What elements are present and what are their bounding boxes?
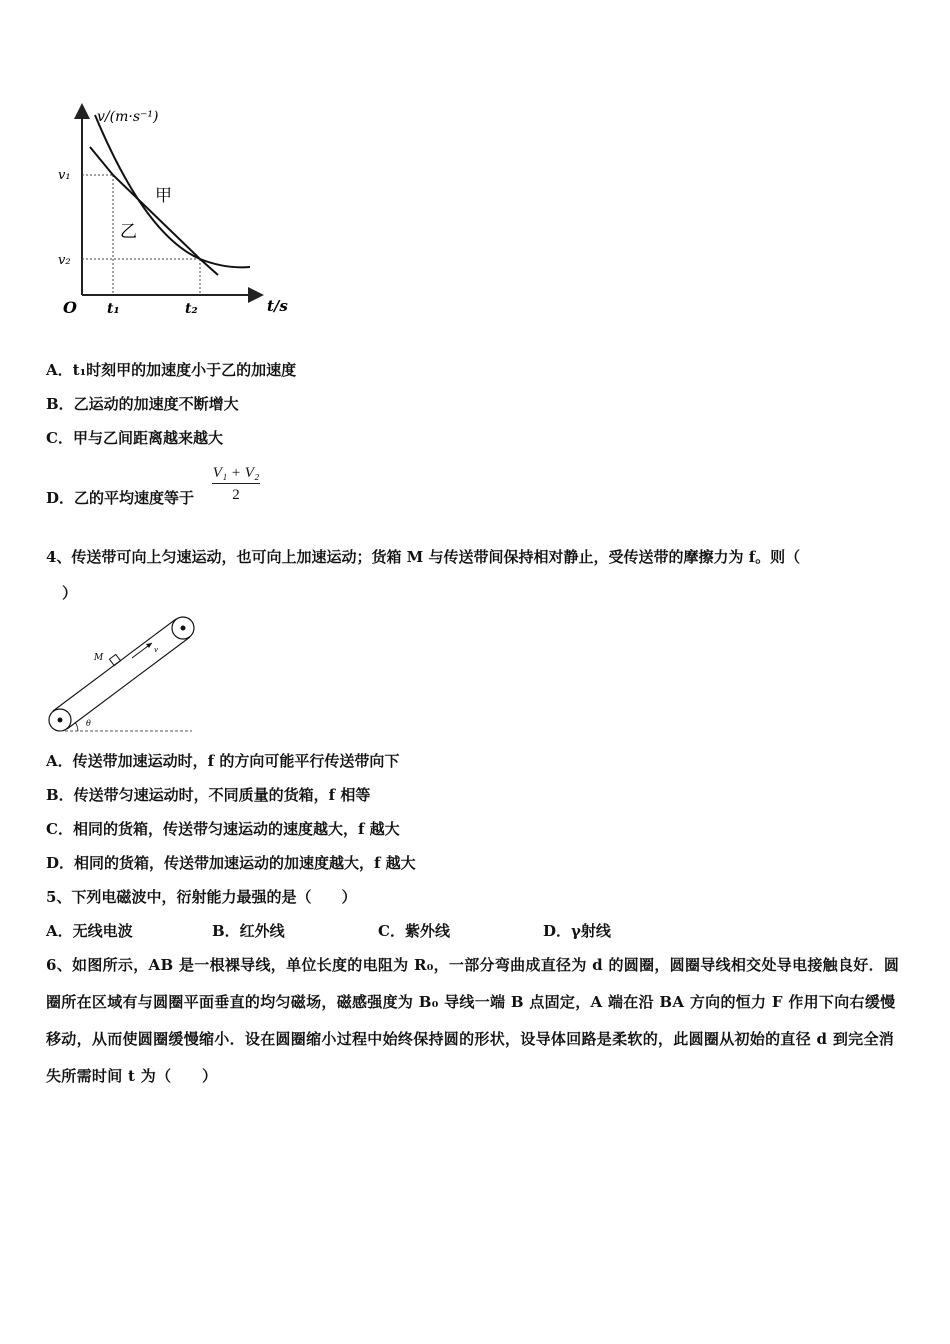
- q5-option-d: D．γ射线: [543, 922, 611, 940]
- box-m: [109, 654, 120, 665]
- velocity-time-graph: [55, 95, 305, 325]
- q4-option-b: B．传送带匀速运动时，不同质量的货箱，f 相等: [46, 786, 371, 804]
- q4-option-d: D．相同的货箱，传送带加速运动的加速度越大，f 越大: [46, 854, 416, 872]
- q4-option-c: C．相同的货箱，传送带匀速运动的速度越大，f 越大: [46, 820, 400, 838]
- q6-stem: 6、如图所示，AB 是一根裸导线，单位长度的电阻为 R₀，一部分弯曲成直径为 d 的圆圈，圆圈导线相交处导电接触良好．圆圈所在区域有与圆圈平面垂直的均匀磁场，磁感强度为 B₀ 导线一端 B 点固定，A 端在沿 BA 方向的恒力 F 作用下向右缓慢移动，从而使圆圈缓慢缩小．设在圆圈缩小过程中始终保持圆的形状，设导体回路是柔软的，此圆圈从初始的直径 d 到完全消失所需时间 t 为（ ）: [46, 956, 900, 1085]
- q4-stem-line1: 4、传送带可向上匀速运动，也可向上加速运动；货箱 M 与传送带间保持相对静止，受传送带的摩擦力为 f。则（: [46, 548, 801, 566]
- q3-option-d: D．乙的平均速度等于: [46, 489, 195, 507]
- curve-jia: [90, 147, 218, 275]
- q3-option-b: B．乙运动的加速度不断增大: [46, 395, 239, 413]
- curve-yi-label: 乙: [120, 222, 137, 242]
- q5-option-a: A．无线电波: [46, 922, 133, 940]
- fraction-bar: [212, 483, 260, 484]
- conveyor-belt-diagram: [42, 612, 212, 737]
- q5-option-b: B．红外线: [212, 922, 285, 940]
- origin-label: O: [63, 298, 77, 317]
- q5-option-c: C．紫外线: [378, 922, 450, 940]
- v1-label: v₁: [58, 168, 71, 183]
- q3-option-a: A．t₁时刻甲的加速度小于乙的加速度: [46, 361, 297, 379]
- v2-label: v₂: [58, 253, 71, 268]
- average-velocity-fraction: [210, 464, 262, 505]
- t1-label: t₁: [107, 301, 120, 317]
- y-axis-label: v/(m·s⁻¹): [97, 109, 159, 125]
- fraction-numerator: V₁ + V₂: [212, 465, 260, 481]
- q3-option-c: C．甲与乙间距离越来越大: [46, 429, 223, 447]
- curve-yi: [95, 115, 250, 267]
- fraction-denominator: 2: [232, 487, 240, 503]
- lower-pulley-axle: [58, 718, 63, 723]
- angle-arc: [75, 722, 78, 731]
- q4-option-a: A．传送带加速运动时，f 的方向可能平行传送带向下: [46, 752, 400, 770]
- q5-stem: 5、下列电磁波中，衍射能力最强的是（ ）: [46, 888, 357, 906]
- mass-label: M: [94, 653, 104, 663]
- velocity-label: v: [154, 646, 158, 654]
- upper-pulley-axle: [181, 626, 186, 631]
- angle-label: θ: [86, 719, 91, 728]
- x-axis-label: t/s: [267, 297, 288, 315]
- belt-bottom: [67, 637, 190, 729]
- t2-label: t₂: [185, 301, 198, 317]
- curve-jia-label: 甲: [155, 186, 172, 206]
- q4-stem-line2: ）: [62, 584, 78, 602]
